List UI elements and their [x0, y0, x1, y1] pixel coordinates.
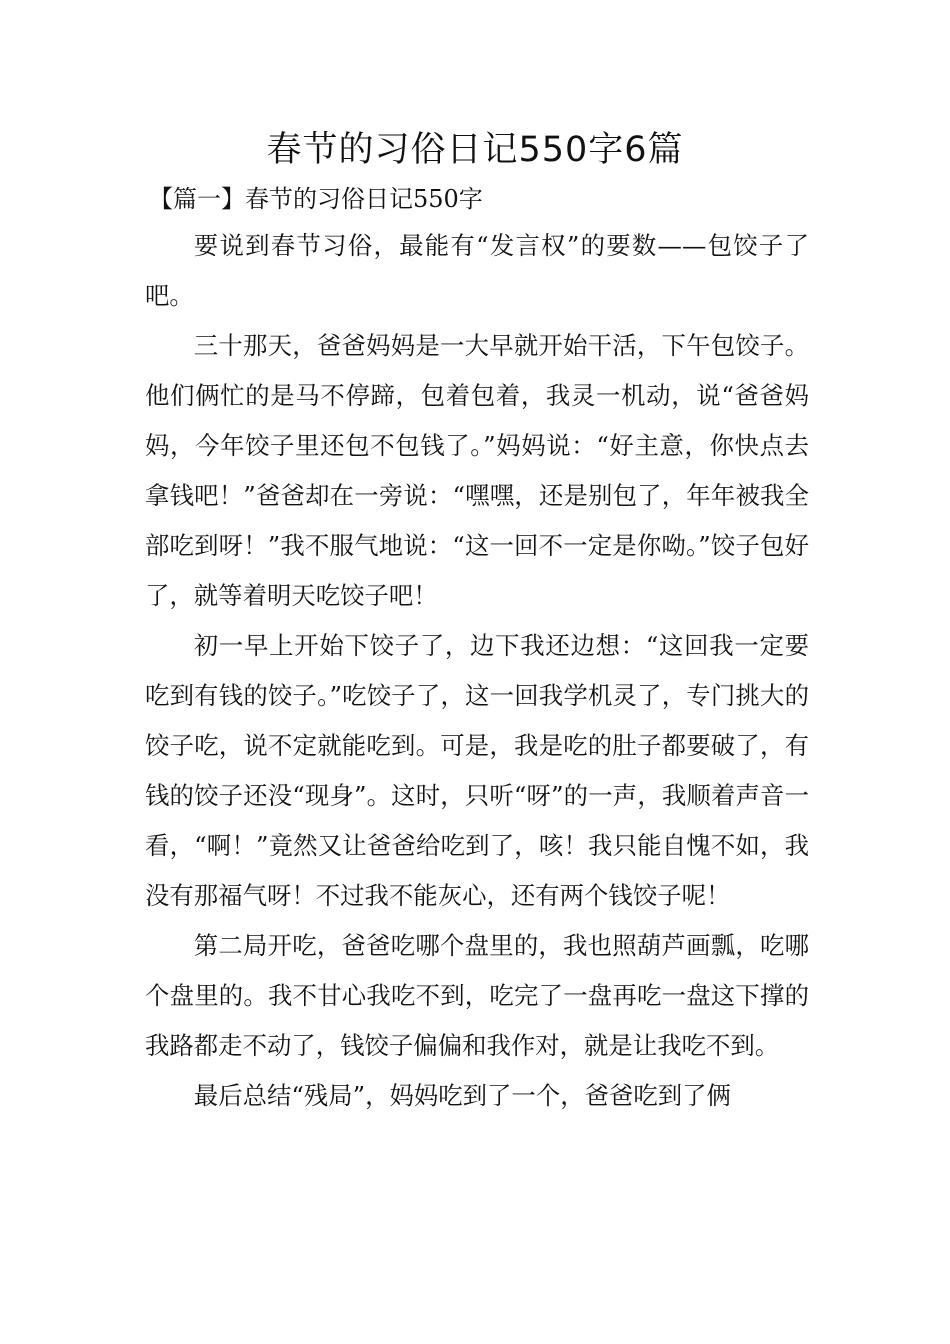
paragraph: 最后总结“残局”，妈妈吃到了一个，爸爸吃到了俩 — [193, 1081, 731, 1110]
section-heading: 【篇一】春节的习俗日记550字 — [149, 185, 483, 213]
document-title: 春节的习俗日记550字6篇 — [266, 130, 684, 170]
paragraph: 三十那天，爸爸妈妈是一大早就开始干活，下午包饺子。他们俩忙的是马不停蹄，包着包着，我灵一机动，说“爸爸妈妈，今年饺子里还包不包钱了。”妈妈说：“好主意，你快点去拿钱吧！”爸爸却在一旁说：“嘿嘿，还是别包了，年年被我全部吃到呀！”我不服气地说：“这一回不一定是你呦。”饺子包好了，就等着明天吃饺子吧！ — [145, 331, 809, 610]
paragraph: 第二局开吃，爸爸吃哪个盘里的，我也照葫芦画瓢，吃哪个盘里的。我不甘心我吃不到，吃完了一盘再吃一盘这下撑的我路都走不动了，钱饺子偏偏和我作对，就是让我吃不到。 — [145, 931, 809, 1060]
paragraph: 要说到春节习俗，最能有“发言权”的要数——包饺子了吧。 — [145, 231, 809, 310]
document-body — [145, 221, 809, 1121]
paragraph: 初一早上开始下饺子了，边下我还边想：“这回我一定要吃到有钱的饺子。”吃饺子了，这一回我学机灵了，专门挑大的饺子吃，说不定就能吃到。可是，我是吃的肚子都要破了，有钱的饺子还没“现身”。这时，只听“呀”的一声，我顺着声音一看，“啊！”竟然又让爸爸给吃到了，咳！我只能自愧不如，我没有那福气呀！不过我不能灰心，还有两个钱饺子呢！ — [145, 631, 809, 910]
